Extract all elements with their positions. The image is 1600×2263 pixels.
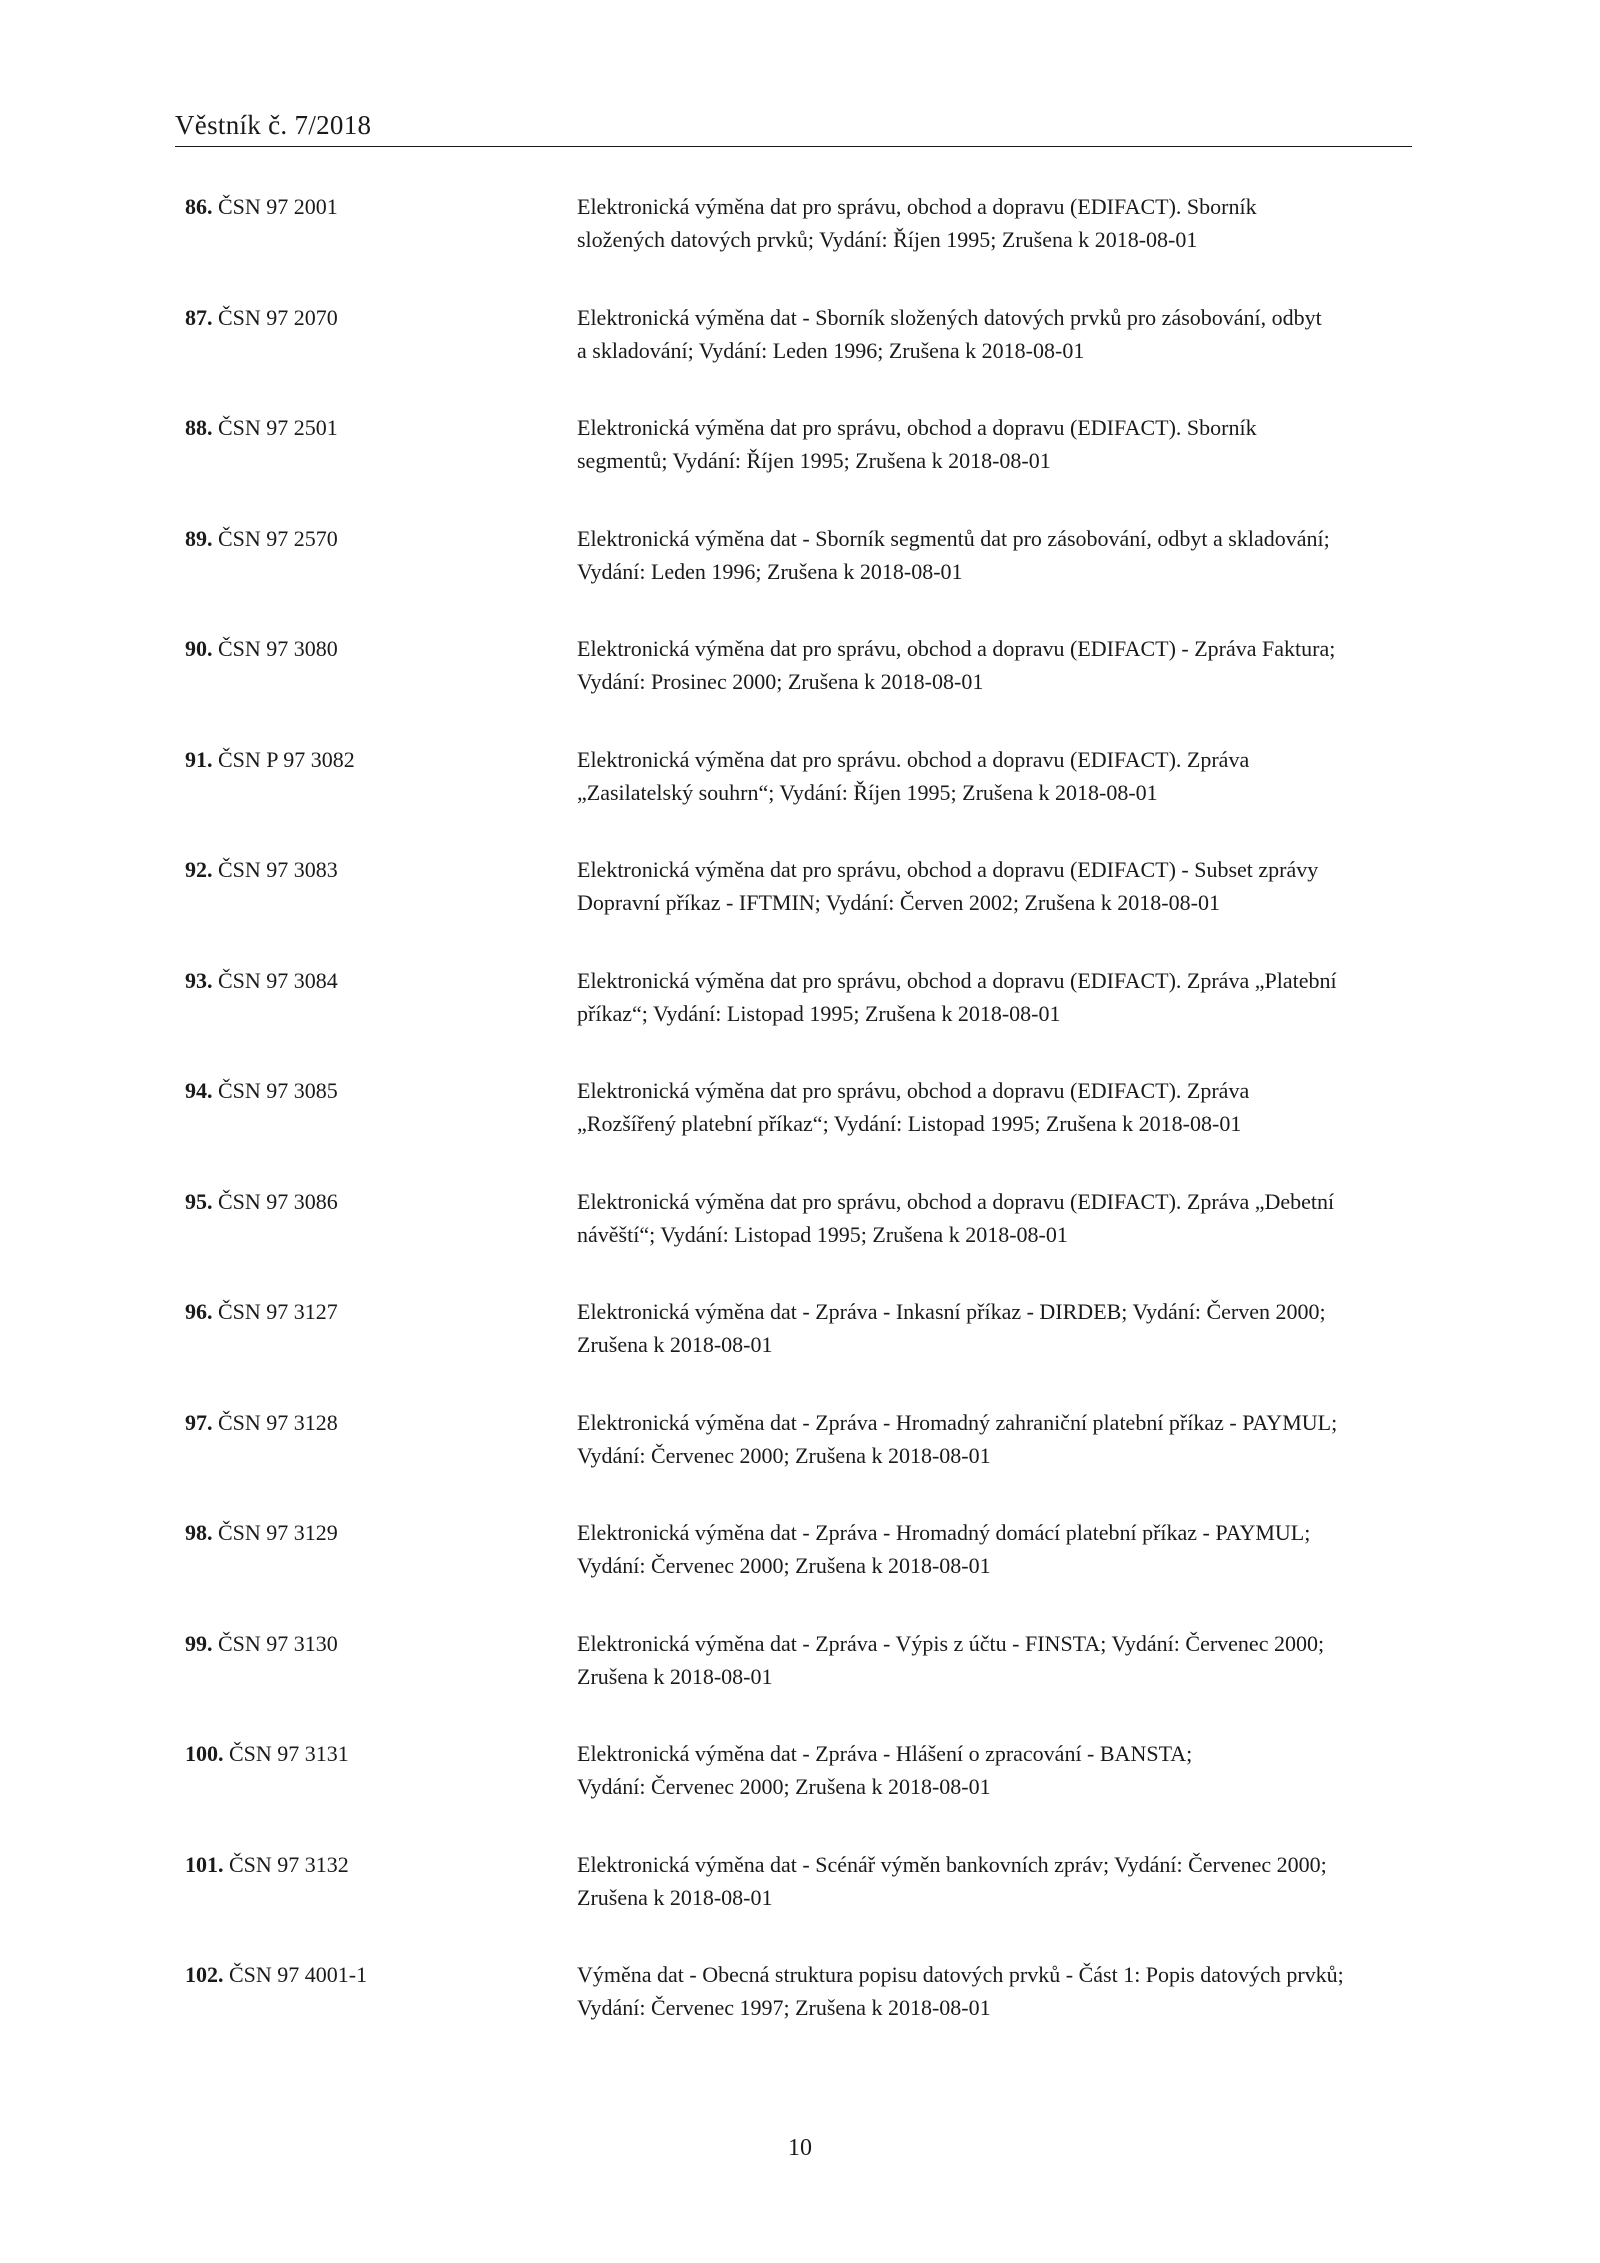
standard-code: ČSN 97 3130 [212,1630,338,1656]
standard-code: ČSN 97 2501 [212,415,338,440]
list-item [185,853,1412,964]
standard-description [577,743,1412,854]
description-line: Elektronická výměna dat pro správu, obchod a dopravu (EDIFACT). Zpráva „Platební [577,967,1337,993]
description-line: Vydání: Červenec 2000; Zrušena k 2018-08-01 [577,1553,991,1578]
standard-description [577,853,1412,964]
description-line: Vydání: Červenec 2000; Zrušena k 2018-08-01 [577,1442,991,1468]
page-header [175,110,1412,147]
description-line: Zrušena k 2018-08-01 [577,1663,773,1689]
standard-description [577,1848,1412,1959]
list-item [185,1848,1412,1959]
item-number: 97. [185,1409,213,1435]
standard-code: ČSN 97 3083 [212,857,338,882]
standard-code: ČSN 97 3128 [212,1409,338,1435]
standard-designation [185,1185,577,1296]
description-line: Elektronická výměna dat - Sborník složených datových prvků pro zásobování, odbyt [577,304,1322,330]
description-line: Dopravní příkaz - IFTMIN; Vydání: Červen 2002; Zrušena k 2018-08-01 [577,890,1220,915]
standard-description [577,522,1412,633]
standard-code: ČSN 97 3086 [212,1188,338,1214]
description-line: Elektronická výměna dat pro správu. obchod a dopravu (EDIFACT). Zpráva [577,746,1250,772]
standard-code: ČSN 97 3084 [212,967,338,993]
list-item [185,1185,1412,1296]
description-line: Elektronická výměna dat pro správu, obchod a dopravu (EDIFACT) - Subset zprávy [577,857,1319,882]
standard-code: ČSN 97 2570 [212,525,338,551]
standard-code: ČSN 97 3132 [223,1851,349,1877]
standard-description [577,190,1412,301]
description-line: Elektronická výměna dat - Zpráva - Hromadný zahraniční platební příkaz - PAYMUL; [577,1409,1338,1435]
standard-code: ČSN P 97 3082 [212,746,355,772]
description-line: Zrušena k 2018-08-01 [577,1332,773,1357]
description-line: Výměna dat - Obecná struktura popisu datových prvků - Část 1: Popis datových prvků; [577,1962,1344,1987]
standard-description [577,1406,1412,1517]
list-item [185,1737,1412,1848]
standard-code: ČSN 97 2070 [212,304,338,330]
item-number: 86. [185,194,213,219]
item-number: 96. [185,1299,213,1324]
list-item [185,301,1412,412]
item-number: 87. [185,304,213,330]
description-line: Elektronická výměna dat - Zpráva - Inkasní příkaz - DIRDEB; Vydání: Červen 2000; [577,1299,1326,1324]
standard-description [577,1958,1412,2069]
list-item [185,743,1412,854]
description-line: „Rozšířený platební příkaz“; Vydání: Listopad 1995; Zrušena k 2018-08-01 [577,1111,1242,1136]
standard-designation [185,411,577,522]
description-line: Vydání: Červenec 1997; Zrušena k 2018-08-01 [577,1995,991,2020]
item-number: 93. [185,967,213,993]
description-line: Elektronická výměna dat - Zpráva - Hromadný domácí platební příkaz - PAYMUL; [577,1520,1311,1545]
description-line: Elektronická výměna dat pro správu, obchod a dopravu (EDIFACT). Zpráva [577,1078,1250,1103]
list-item [185,1295,1412,1406]
standard-designation [185,632,577,743]
description-line: návěští“; Vydání: Listopad 1995; Zrušena k 2018-08-01 [577,1221,1068,1247]
description-line: příkaz“; Vydání: Listopad 1995; Zrušena k 2018-08-01 [577,1000,1061,1026]
standard-designation [185,1406,577,1517]
page-number: 10 [788,2135,812,2161]
item-number: 92. [185,857,213,882]
description-line: Vydání: Leden 1996; Zrušena k 2018-08-01 [577,558,963,584]
list-item [185,1406,1412,1517]
description-line: Vydání: Červenec 2000; Zrušena k 2018-08-01 [577,1774,991,1799]
standard-code: ČSN 97 3080 [212,636,338,661]
standard-designation [185,190,577,301]
item-number: 100. [185,1741,224,1766]
standard-code: ČSN 97 3129 [212,1520,338,1545]
description-line: segmentů; Vydání: Říjen 1995; Zrušena k 2018-08-01 [577,448,1051,473]
item-number: 99. [185,1630,213,1656]
item-number: 88. [185,415,213,440]
standard-description [577,1627,1412,1738]
description-line: Elektronická výměna dat pro správu, obchod a dopravu (EDIFACT) - Zpráva Faktura; [577,636,1336,661]
standard-designation [185,1295,577,1406]
standards-list [185,190,1412,2069]
bulletin-title: Věstník č. 7/2018 [175,110,372,140]
standard-description [577,632,1412,743]
description-line: Vydání: Prosinec 2000; Zrušena k 2018-08-01 [577,669,984,694]
description-line: Elektronická výměna dat - Scénář výměn bankovních zpráv; Vydání: Červenec 2000; [577,1851,1327,1877]
list-item [185,1627,1412,1738]
standard-designation [185,1737,577,1848]
list-item [185,1074,1412,1185]
standard-description [577,1737,1412,1848]
standard-description [577,1185,1412,1296]
standard-designation [185,1074,577,1185]
standard-designation [185,522,577,633]
standard-code: ČSN 97 2001 [212,194,338,219]
standard-designation [185,301,577,412]
item-number: 95. [185,1188,213,1214]
item-number: 91. [185,746,213,772]
standard-designation [185,743,577,854]
description-line: složených datových prvků; Vydání: Říjen 1995; Zrušena k 2018-08-01 [577,227,1198,252]
standard-description [577,964,1412,1075]
standard-designation [185,964,577,1075]
list-item [185,522,1412,633]
description-line: a skladování; Vydání: Leden 1996; Zrušena k 2018-08-01 [577,337,1085,363]
standard-code: ČSN 97 4001-1 [223,1962,368,1987]
list-item [185,964,1412,1075]
item-number: 102. [185,1962,224,1987]
standard-designation [185,853,577,964]
description-line: Elektronická výměna dat - Sborník segmentů dat pro zásobování, odbyt a skladování; [577,525,1330,551]
list-item [185,190,1412,301]
standard-code: ČSN 97 3085 [212,1078,338,1103]
list-item [185,632,1412,743]
standard-code: ČSN 97 3131 [223,1741,349,1766]
item-number: 98. [185,1520,213,1545]
standard-description [577,1516,1412,1627]
description-line: Elektronická výměna dat pro správu, obchod a dopravu (EDIFACT). Zpráva „Debetní [577,1188,1335,1214]
item-number: 90. [185,636,213,661]
item-number: 101. [185,1851,224,1877]
standard-description [577,411,1412,522]
standard-description [577,301,1412,412]
description-line: Elektronická výměna dat - Zpráva - Hlášení o zpracování - BANSTA; [577,1741,1193,1766]
standard-code: ČSN 97 3127 [212,1299,338,1324]
description-line: „Zasilatelský souhrn“; Vydání: Říjen 1995; Zrušena k 2018-08-01 [577,779,1158,805]
item-number: 89. [185,525,213,551]
description-line: Elektronická výměna dat - Zpráva - Výpis z účtu - FINSTA; Vydání: Červenec 2000; [577,1630,1325,1656]
list-item [185,1516,1412,1627]
item-number: 94. [185,1078,213,1103]
standard-designation [185,1627,577,1738]
description-line: Zrušena k 2018-08-01 [577,1884,773,1910]
standard-description [577,1295,1412,1406]
standard-designation [185,1848,577,1959]
standard-description [577,1074,1412,1185]
description-line: Elektronická výměna dat pro správu, obchod a dopravu (EDIFACT). Sborník [577,415,1257,440]
list-item [185,411,1412,522]
standard-designation [185,1516,577,1627]
list-item [185,1958,1412,2069]
description-line: Elektronická výměna dat pro správu, obchod a dopravu (EDIFACT). Sborník [577,194,1257,219]
standard-designation [185,1958,577,2069]
